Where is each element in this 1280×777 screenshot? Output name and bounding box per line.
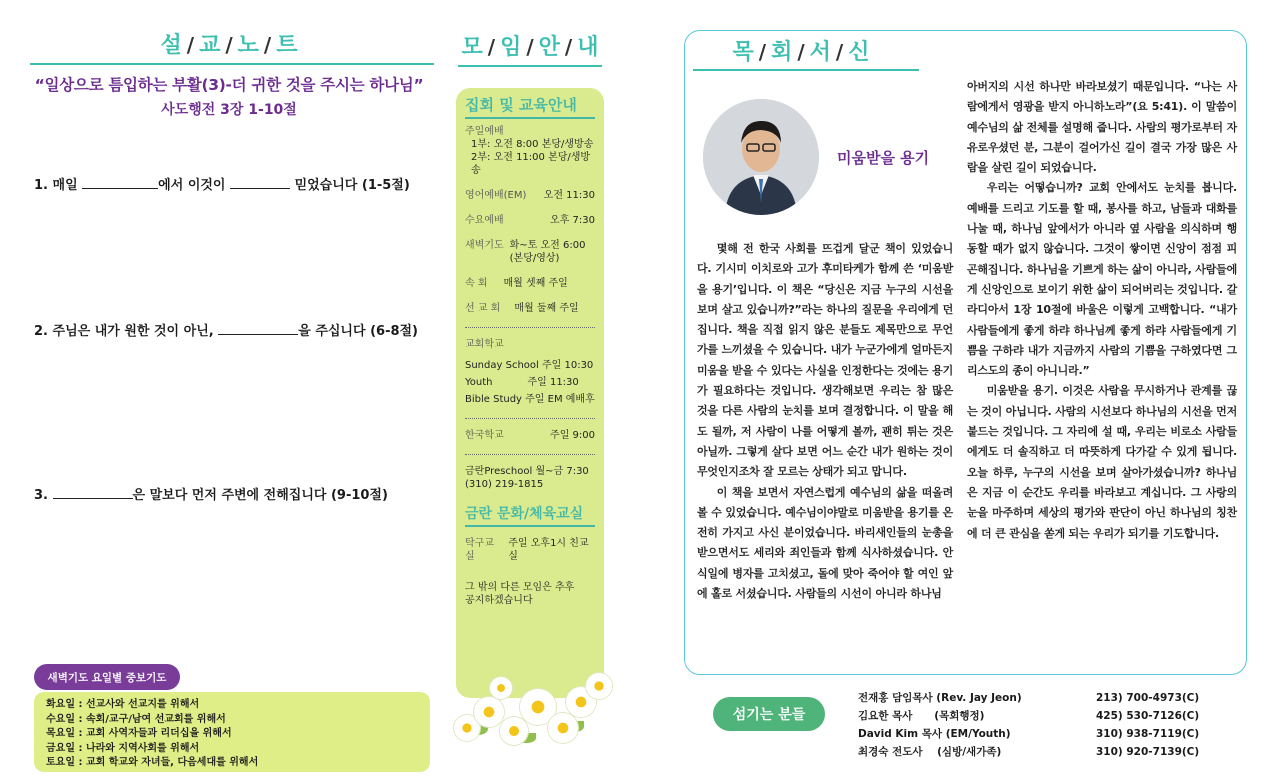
row-value: 1부: 오전 8:00 본당/생방송 <box>471 139 594 150</box>
letter-paragraph: 이 책을 보면서 자연스럽게 예수님의 삶을 떠올려 볼 수 있었습니다. 예수님이야말로 미움받을 용기를 온전히 가지고 사신 분이었습니다. 바리새인들의 눈총을 받으면서도 세리와 죄인들과 함께 식사하셨습니다. 안식일에 병자를 고치셨고, 돌에 맞아 죽어야 할 여인 앞에 홀로 서셨습니다. 사람들의 시선이 아니라 하나님 <box>697 485 953 601</box>
korean-school <box>465 429 595 442</box>
mission-society <box>465 302 595 315</box>
heading-rule <box>30 63 434 65</box>
heading-rule <box>693 69 919 71</box>
meeting-guide-box <box>456 88 604 698</box>
heading-char: 신 <box>848 40 870 65</box>
question-text: 은 말보다 먼저 주변에 전해집니다 (9-10절) <box>132 488 388 503</box>
preschool <box>465 465 595 491</box>
prayer-item: 수요일 : 속회/교구/남여 선교회를 위해서 <box>46 713 226 725</box>
heading-char: 설 <box>160 33 182 58</box>
answer-blank[interactable] <box>218 323 298 335</box>
row-value: 2부: 오전 11:00 본당/생방송 <box>471 152 591 176</box>
prayer-list <box>34 692 430 772</box>
heading-char: 트 <box>276 33 298 58</box>
heading-char: 서 <box>809 40 831 65</box>
row-label: 한국학교 <box>465 430 504 441</box>
prayer-tab: 새벽기도 요일별 중보기도 <box>34 664 180 690</box>
question-text: 믿었습니다 (1-5절) <box>294 178 410 193</box>
row-label: 새벽기도 <box>465 240 504 251</box>
row-value: 오후 7:30 <box>550 215 595 226</box>
staff-name: 김요한 목사 (목회행정) <box>858 710 985 722</box>
sermon-scripture: 사도행전 3장 1-10절 <box>161 102 297 118</box>
letter-column-left <box>697 239 953 604</box>
divider <box>465 454 595 455</box>
staff-name: 전재홍 담임목사 (Rev. Jay Jeon) <box>858 692 1022 704</box>
sermon-title: “일상으로 틈입하는 부활(3)-더 귀한 것을 주시는 하나님” <box>34 76 424 94</box>
dawn-prayer <box>465 239 595 265</box>
pastor-letter-section <box>684 30 1247 675</box>
letter-paragraph: 몇해 전 한국 사회를 뜨겁게 달군 책이 있었습니다. 기시미 이치로와 고가 후미타케가 함께 쓴 ‘미움받을 용기’입니다. 이 책은 “당신은 지금 누구의 시선을 보며 살고 있습니까?”라는 하나의 질문을 우리에게 던집니다. 책을 직접 읽지 않은 분들도 제목만으로 무언가를 느끼셨을 수 있습니다. 내가 누군가에게 얼마든지 미움을 받을 수 있다는 사실을 인정한다는 것에는 용기가 필요하다는 것입니다. 생각해보면 우리는 참 많은 것을 다른 사람의 눈치를 보며 결정합니다. 이 말을 해도 될까, 저 사람이 나를 어떻게 볼까, 괜히 튀는 것은 아닐까. 그렇게 살다 보면 어느 순간 내가 원하는 것이 무엇인지조차 잘 모르는 상태가 되고 맙니다. <box>697 242 953 479</box>
answer-blank[interactable] <box>230 177 290 189</box>
staff-phone: 213) 700-4973(C) <box>1096 692 1200 704</box>
row-value: 주일 9:00 <box>550 430 595 441</box>
row-label: 탁구교실 <box>465 538 494 562</box>
row-value: (본당/영상) <box>509 253 560 264</box>
answer-blank[interactable] <box>82 177 158 189</box>
staff-badge: 섬기는 분들 <box>713 697 825 731</box>
meetings-section <box>458 30 602 770</box>
letter-subtitle: 미움받을 용기 <box>837 149 930 167</box>
letter-heading: 목 / 회 / 서 / 신 <box>685 35 917 66</box>
answer-blank[interactable] <box>53 487 133 499</box>
question-2 <box>34 320 418 339</box>
question-text: 에서 이것이 <box>158 178 226 193</box>
heading-char: 교 <box>199 33 221 58</box>
question-1 <box>34 174 410 193</box>
row-label: 수요예배 <box>465 215 504 226</box>
staff-phone: 425) 530-7126(C) <box>1096 710 1200 722</box>
em-service <box>465 189 595 202</box>
row-value: 매월 셋째 주일 <box>503 278 568 289</box>
row-value: 매월 둘째 주일 <box>514 303 579 314</box>
letter-paragraph: 아버지의 시선 하나만 바라보셨기 때문입니다. “나는 사람에게서 영광을 받지 아니하노라”(요 5:41). 이 말씀이 예수님의 삶 전체를 설명해 줍니다. 사람의 평가로부터 자유로우셨던 분, 그분이 걸어가신 길이 결국 가장 많은 사람을 살린 길이 되었습니다. <box>967 80 1237 175</box>
row-value: 화~토 오전 6:00 <box>509 240 586 251</box>
letter-column-right <box>967 77 1237 544</box>
row-label: 선 교 회 <box>465 303 501 314</box>
question-3 <box>34 484 388 503</box>
staff-name: 최경숙 전도사 (심방/새가족) <box>858 746 1002 758</box>
row-value: 오전 11:30 <box>543 190 595 201</box>
other-meetings-note <box>465 581 595 607</box>
wed-service <box>465 214 595 227</box>
prayer-item: 화요일 : 선교사와 선교지를 위해서 <box>46 699 200 710</box>
note-text: 그 밖의 다른 모임은 추후 <box>465 582 575 593</box>
section-heading: 금란 문화/체육교실 <box>465 503 595 527</box>
church-school <box>465 338 595 406</box>
sermon-note-section <box>20 28 438 768</box>
row-label: 속 회 <box>465 278 488 289</box>
prayer-item: 목요일 : 교회 사역자들과 리더십을 위해서 <box>46 728 232 740</box>
heading-char: 모 <box>461 35 483 60</box>
heading-char: 회 <box>771 40 793 65</box>
letter-paragraph: 우리는 어떻습니까? 교회 안에서도 눈치를 봅니다. 예배를 드리고 기도를 할 때, 봉사를 하고, 남들과 대화를 나눌 때, 하나님 앞에서가 아니라 옆 사람을 의식하며 행동할 때가 없지 않습니다. 그것이 쌓이면 신앙이 점점 피곤해집니다. 하나님을 기쁘게 하는 삶이 아니라, 사람들에게 신앙인으로 보이기 위한 삶이 되어버리는 것입니다. 갈라디아서 1장 10절에 바울은 이렇게 고백합니다. “내가 사람들에게 좋게 하랴 하나님께 좋게 하랴 사람들에게 기쁨을 구하랴 내가 지금까지 사람의 기쁨을 구하였다면 그리스도의 종이 아니니라.” <box>967 181 1237 378</box>
divider <box>465 418 595 419</box>
section-heading: 집회 및 교육안내 <box>465 94 595 119</box>
row-value: (310) 219-1815 <box>465 479 544 490</box>
row-label: 교회학교 <box>465 339 504 350</box>
heading-char: 안 <box>538 35 560 60</box>
question-text: 주님은 내가 원한 것이 아닌, <box>52 324 214 339</box>
row-value: 주일 오후1시 친교실 <box>508 538 589 562</box>
row-label: 영어예배(EM) <box>465 190 527 201</box>
heading-char: 노 <box>237 33 259 58</box>
meetings-heading: 모 / 임 / 안 / 내 <box>458 30 602 61</box>
row-value: Bible Study 주일 EM 예배후 <box>465 394 595 405</box>
staff-phone: 310) 938-7119(C) <box>1096 728 1200 740</box>
heading-char: 내 <box>577 35 599 60</box>
divider <box>465 327 595 328</box>
question-number: 3. <box>34 488 48 503</box>
heading-char: 목 <box>732 40 754 65</box>
staff-phone: 310) 920-7139(C) <box>1096 746 1200 758</box>
note-text: 공지하겠습니다 <box>465 595 533 606</box>
sunday-service <box>465 125 595 177</box>
row-value: Sunday School 주일 10:30 <box>465 360 594 371</box>
row-value: Youth 주일 11:30 <box>465 377 579 388</box>
question-text: 을 주십니다 (6-8절) <box>298 324 419 339</box>
staff-name: David Kim 목사 (EM/Youth) <box>858 728 1011 740</box>
letter-paragraph: 미움받을 용기. 이것은 사람을 무시하거나 관계를 끊는 것이 아닙니다. 사람의 시선보다 하나님의 시선을 먼저 붙드는 것입니다. 그 자리에 설 때, 우리는 비로소 사람들에게도 더 솔직하고 더 따뜻하게 다가갈 수 있게 됩니다. 오늘 하루, 누구의 시선을 보며 살아가셨습니까? 하나님은 지금 이 순간도 우리를 바라보고 계십니다. 그 사랑의 눈을 마주하며 세상의 평가와 판단이 아닌 하나님의 칭찬에 더 큰 관심을 쏟게 되는 우리가 되기를 기도합니다. <box>967 384 1237 540</box>
question-number: 1. <box>34 178 48 193</box>
row-label: 주일예배 <box>465 126 504 137</box>
pingpong-class <box>465 537 595 563</box>
sokhoe <box>465 277 595 290</box>
sermon-note-heading: 설 / 교 / 노 / 트 <box>20 28 438 59</box>
heading-rule <box>458 65 602 67</box>
daisy-flowers-decoration <box>448 675 618 755</box>
pastor-photo <box>703 99 819 215</box>
prayer-item: 금요일 : 나라와 지역사회를 위해서 <box>46 742 200 754</box>
prayer-item: 토요일 : 교회 학교와 자녀들, 다음세대를 위해서 <box>46 757 259 769</box>
question-number: 2. <box>34 324 48 339</box>
question-text: 매일 <box>52 178 78 193</box>
heading-char: 임 <box>500 35 522 60</box>
row-value: 금란Preschool 월~금 7:30 <box>465 466 589 477</box>
